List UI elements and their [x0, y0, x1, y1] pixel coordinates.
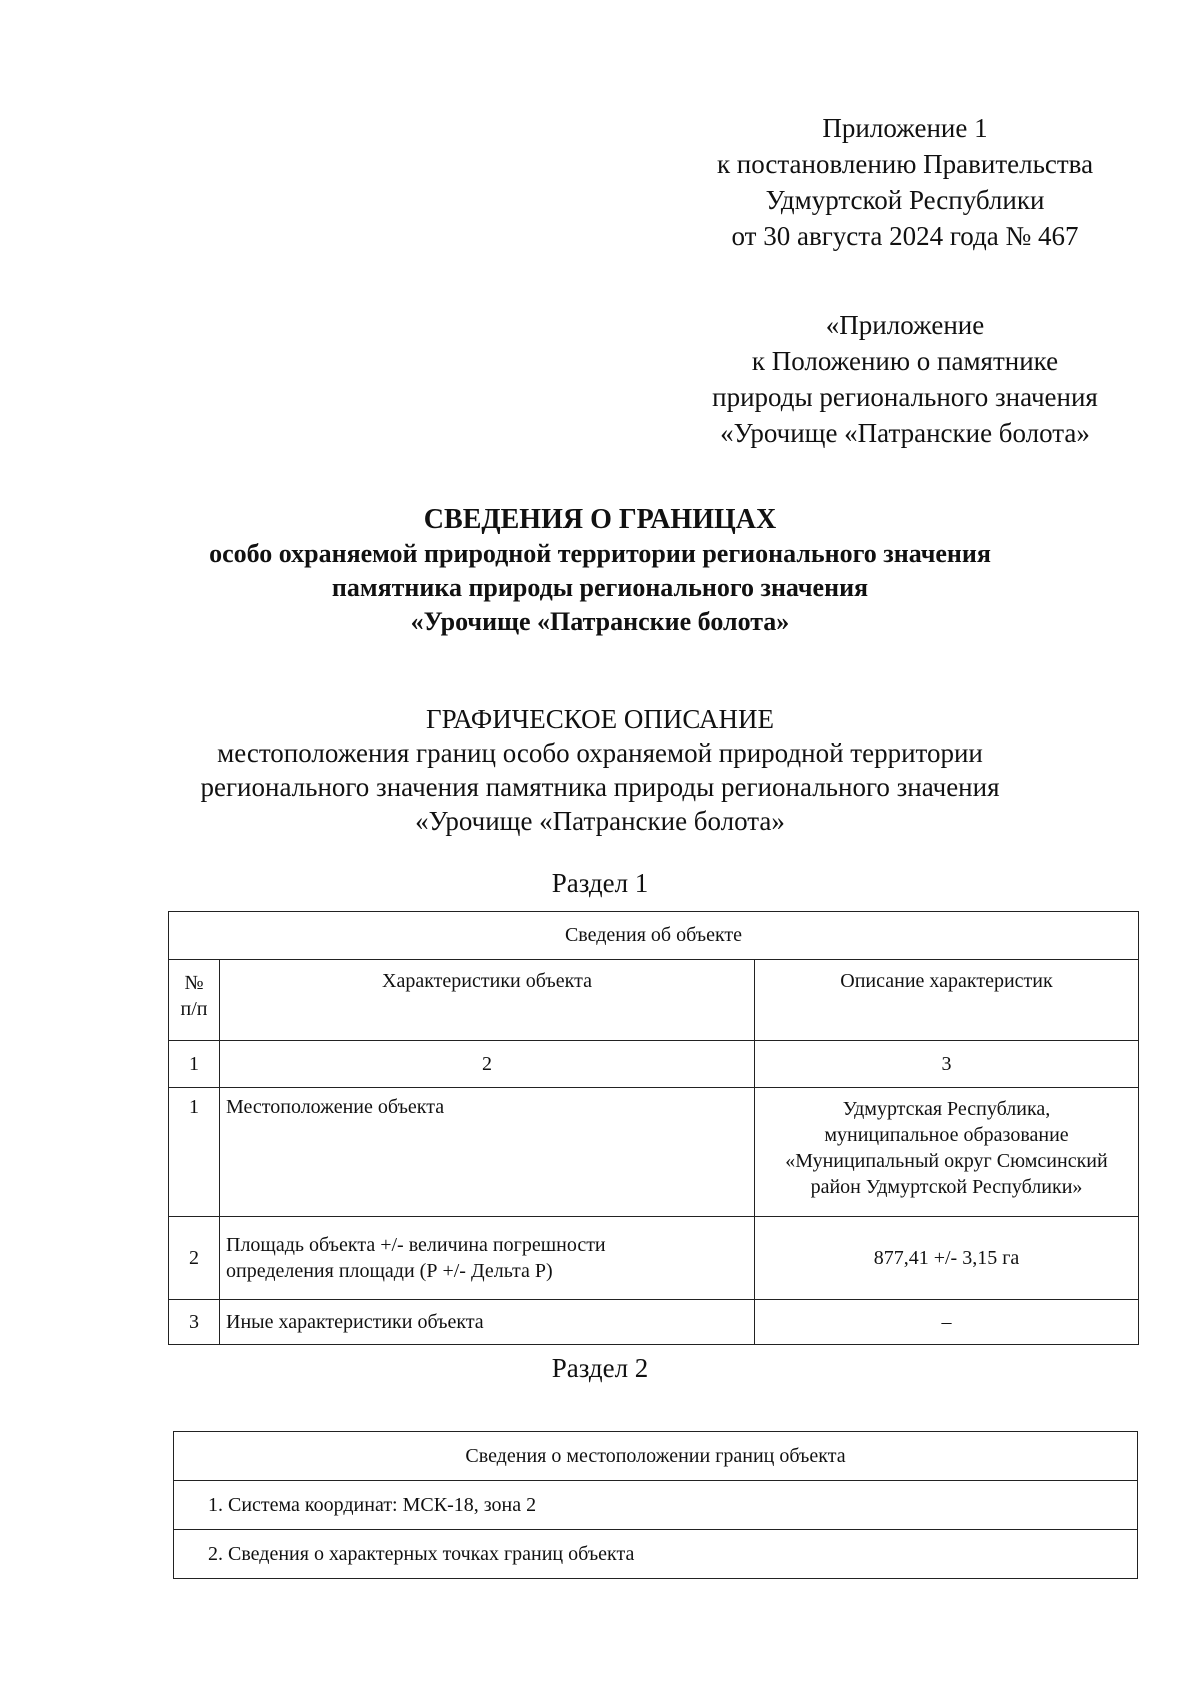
subtitle-line-3: регионального значения памятника природы регионального значения — [200, 772, 1000, 802]
appendix-1-line-4: от 30 августа 2024 года № 467 — [731, 221, 1079, 251]
title-line-3: памятника природы регионального значения — [331, 573, 869, 602]
row-2-characteristic-line-1: Площадь объекта +/- величина погрешности — [226, 1234, 606, 1256]
table-header-row — [174, 1432, 1138, 1481]
row-1-number: 1 — [169, 1088, 220, 1217]
table-row — [169, 1088, 1139, 1217]
appendix-2-line-4: «Урочище «Патранские болота» — [720, 418, 1090, 448]
row-1-description-line-1: Удмуртская Республика, — [842, 1098, 1051, 1120]
table-row — [174, 1530, 1138, 1579]
document-title — [100, 503, 1100, 639]
coordinate-system-row: 1. Система координат: МСК-18, зона 2 — [174, 1481, 1138, 1530]
row-3-description: – — [755, 1300, 1139, 1345]
appendix-2-line-2: к Положению о памятнике — [751, 346, 1059, 376]
row-3-number: 3 — [169, 1300, 220, 1345]
table-row — [169, 1300, 1139, 1345]
section-1-title: Раздел 1 — [551, 868, 649, 898]
appendix-2-line-1: «Приложение — [825, 310, 985, 340]
table-header-row — [169, 912, 1139, 960]
row-2-number: 2 — [169, 1217, 220, 1300]
appendix-1-line-3: Удмуртской Республики — [765, 185, 1045, 215]
column-number-3: 3 — [755, 1041, 1139, 1088]
table-row — [174, 1481, 1138, 1530]
boundary-info-table — [173, 1431, 1138, 1579]
row-3-characteristic: Иные характеристики объекта — [220, 1300, 755, 1345]
appendix-1-line-1: Приложение 1 — [822, 113, 988, 143]
table-header: Сведения о местоположении границ объекта — [174, 1432, 1138, 1481]
section-2-title: Раздел 2 — [551, 1353, 649, 1383]
row-1-description-line-3: «Муниципальный округ Сюмсинский — [785, 1150, 1108, 1172]
boundary-points-row: 2. Сведения о характерных точках границ объекта — [174, 1530, 1138, 1579]
object-info-table — [168, 911, 1139, 1345]
subtitle-line-2: местоположения границ особо охраняемой природной территории — [217, 738, 983, 768]
column-header-description: Описание характеристик — [755, 960, 1139, 1041]
appendix-1-line-2: к постановлению Правительства — [716, 149, 1094, 179]
row-2-characteristic — [220, 1217, 755, 1300]
column-number-row — [169, 1041, 1139, 1088]
row-1-description-line-4: район Удмуртской Республики» — [810, 1176, 1083, 1198]
column-header-row — [169, 960, 1139, 1041]
column-number-1: 1 — [169, 1041, 220, 1088]
column-header-characteristics: Характеристики объекта — [220, 960, 755, 1041]
column-number-2: 2 — [220, 1041, 755, 1088]
title-line-4: «Урочище «Патранские болота» — [410, 607, 790, 636]
title-line-2: особо охраняемой природной территории регионального значения — [209, 539, 991, 568]
appendix-1-block — [660, 110, 1150, 254]
document-subtitle — [100, 702, 1100, 838]
table-header: Сведения об объекте — [169, 912, 1139, 960]
column-header-no: № п/п — [169, 960, 220, 1041]
title-line-1: СВЕДЕНИЯ О ГРАНИЦАХ — [423, 504, 777, 535]
row-2-characteristic-line-2: определения площади (Р +/- Дельта Р) — [226, 1260, 553, 1282]
row-2-description: 877,41 +/- 3,15 га — [755, 1217, 1139, 1300]
appendix-2-block — [660, 307, 1150, 451]
row-1-description-line-2: муниципальное образование — [824, 1124, 1069, 1146]
appendix-2-line-3: природы регионального значения — [712, 382, 1098, 412]
subtitle-line-1: ГРАФИЧЕСКОЕ ОПИСАНИЕ — [425, 704, 775, 734]
table-row — [169, 1217, 1139, 1300]
row-1-characteristic: Местоположение объекта — [220, 1088, 755, 1217]
row-1-description — [755, 1088, 1139, 1217]
subtitle-line-4: «Урочище «Патранские болота» — [415, 806, 785, 836]
